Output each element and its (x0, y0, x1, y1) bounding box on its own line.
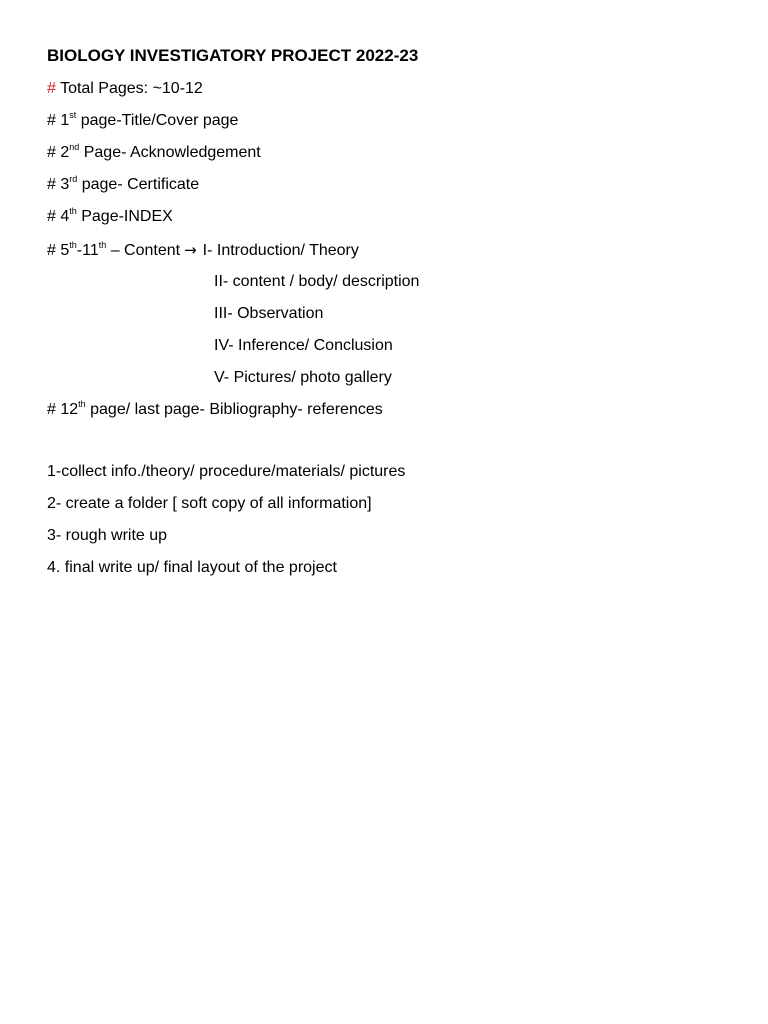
content-item: I- Introduction/ Theory (202, 242, 359, 259)
content-item: II- content / body/ description (214, 273, 420, 290)
ordinal-suffix: nd (69, 141, 80, 152)
last-page-line (47, 400, 383, 420)
page-line-3 (47, 175, 199, 195)
content-item: IV- Inference/ Conclusion (214, 337, 393, 354)
hash-marker: # (47, 208, 56, 225)
page-description: Page-INDEX (81, 208, 173, 225)
page-number: 5 (60, 242, 70, 259)
hash-marker: # (47, 242, 56, 259)
step-line: 3- rough write up (47, 527, 168, 544)
range-separator: - (76, 242, 83, 259)
page-line-4 (47, 207, 173, 227)
ordinal-suffix: th (78, 398, 86, 409)
hash-marker: # (47, 80, 56, 97)
content-item: III- Observation (214, 305, 324, 322)
page-number: 2 (60, 144, 70, 161)
hash-marker: # (47, 176, 56, 193)
ordinal-suffix: th (69, 239, 77, 250)
arrow-right-icon: → (184, 241, 197, 259)
page-description: page-Title/Cover page (80, 112, 239, 129)
page-number: 3 (60, 176, 70, 193)
content-label: – Content (110, 242, 181, 259)
total-pages-text: Total Pages: ~10-12 (60, 80, 203, 97)
hash-marker: # (47, 144, 56, 161)
page-description: page/ last page- Bibliography- references (90, 401, 383, 418)
step-line: 1-collect info./theory/ procedure/materials/ pictures (47, 463, 406, 480)
step-line: 4. final write up/ final layout of the project (47, 559, 337, 576)
page-line-2 (47, 143, 261, 163)
ordinal-suffix: th (69, 205, 77, 216)
page-description: Page- Acknowledgement (83, 144, 261, 161)
hash-marker: # (47, 401, 56, 418)
page-number: 1 (60, 112, 70, 129)
ordinal-suffix: th (98, 239, 107, 250)
ordinal-suffix: rd (69, 173, 78, 184)
page-description: page- Certificate (81, 176, 200, 193)
content-range-line (47, 240, 359, 261)
page-number: 11 (82, 242, 99, 259)
page-number: 12 (60, 401, 79, 418)
page-number: 4 (60, 208, 70, 225)
ordinal-suffix: st (69, 109, 77, 120)
document-title: BIOLOGY INVESTIGATORY PROJECT 2022-23 (47, 46, 419, 65)
step-line: 2- create a folder [ soft copy of all information] (47, 495, 372, 512)
total-pages-line (47, 79, 203, 99)
hash-marker: # (47, 112, 56, 129)
content-item: V- Pictures/ photo gallery (214, 369, 392, 386)
page-line-1 (47, 111, 238, 131)
